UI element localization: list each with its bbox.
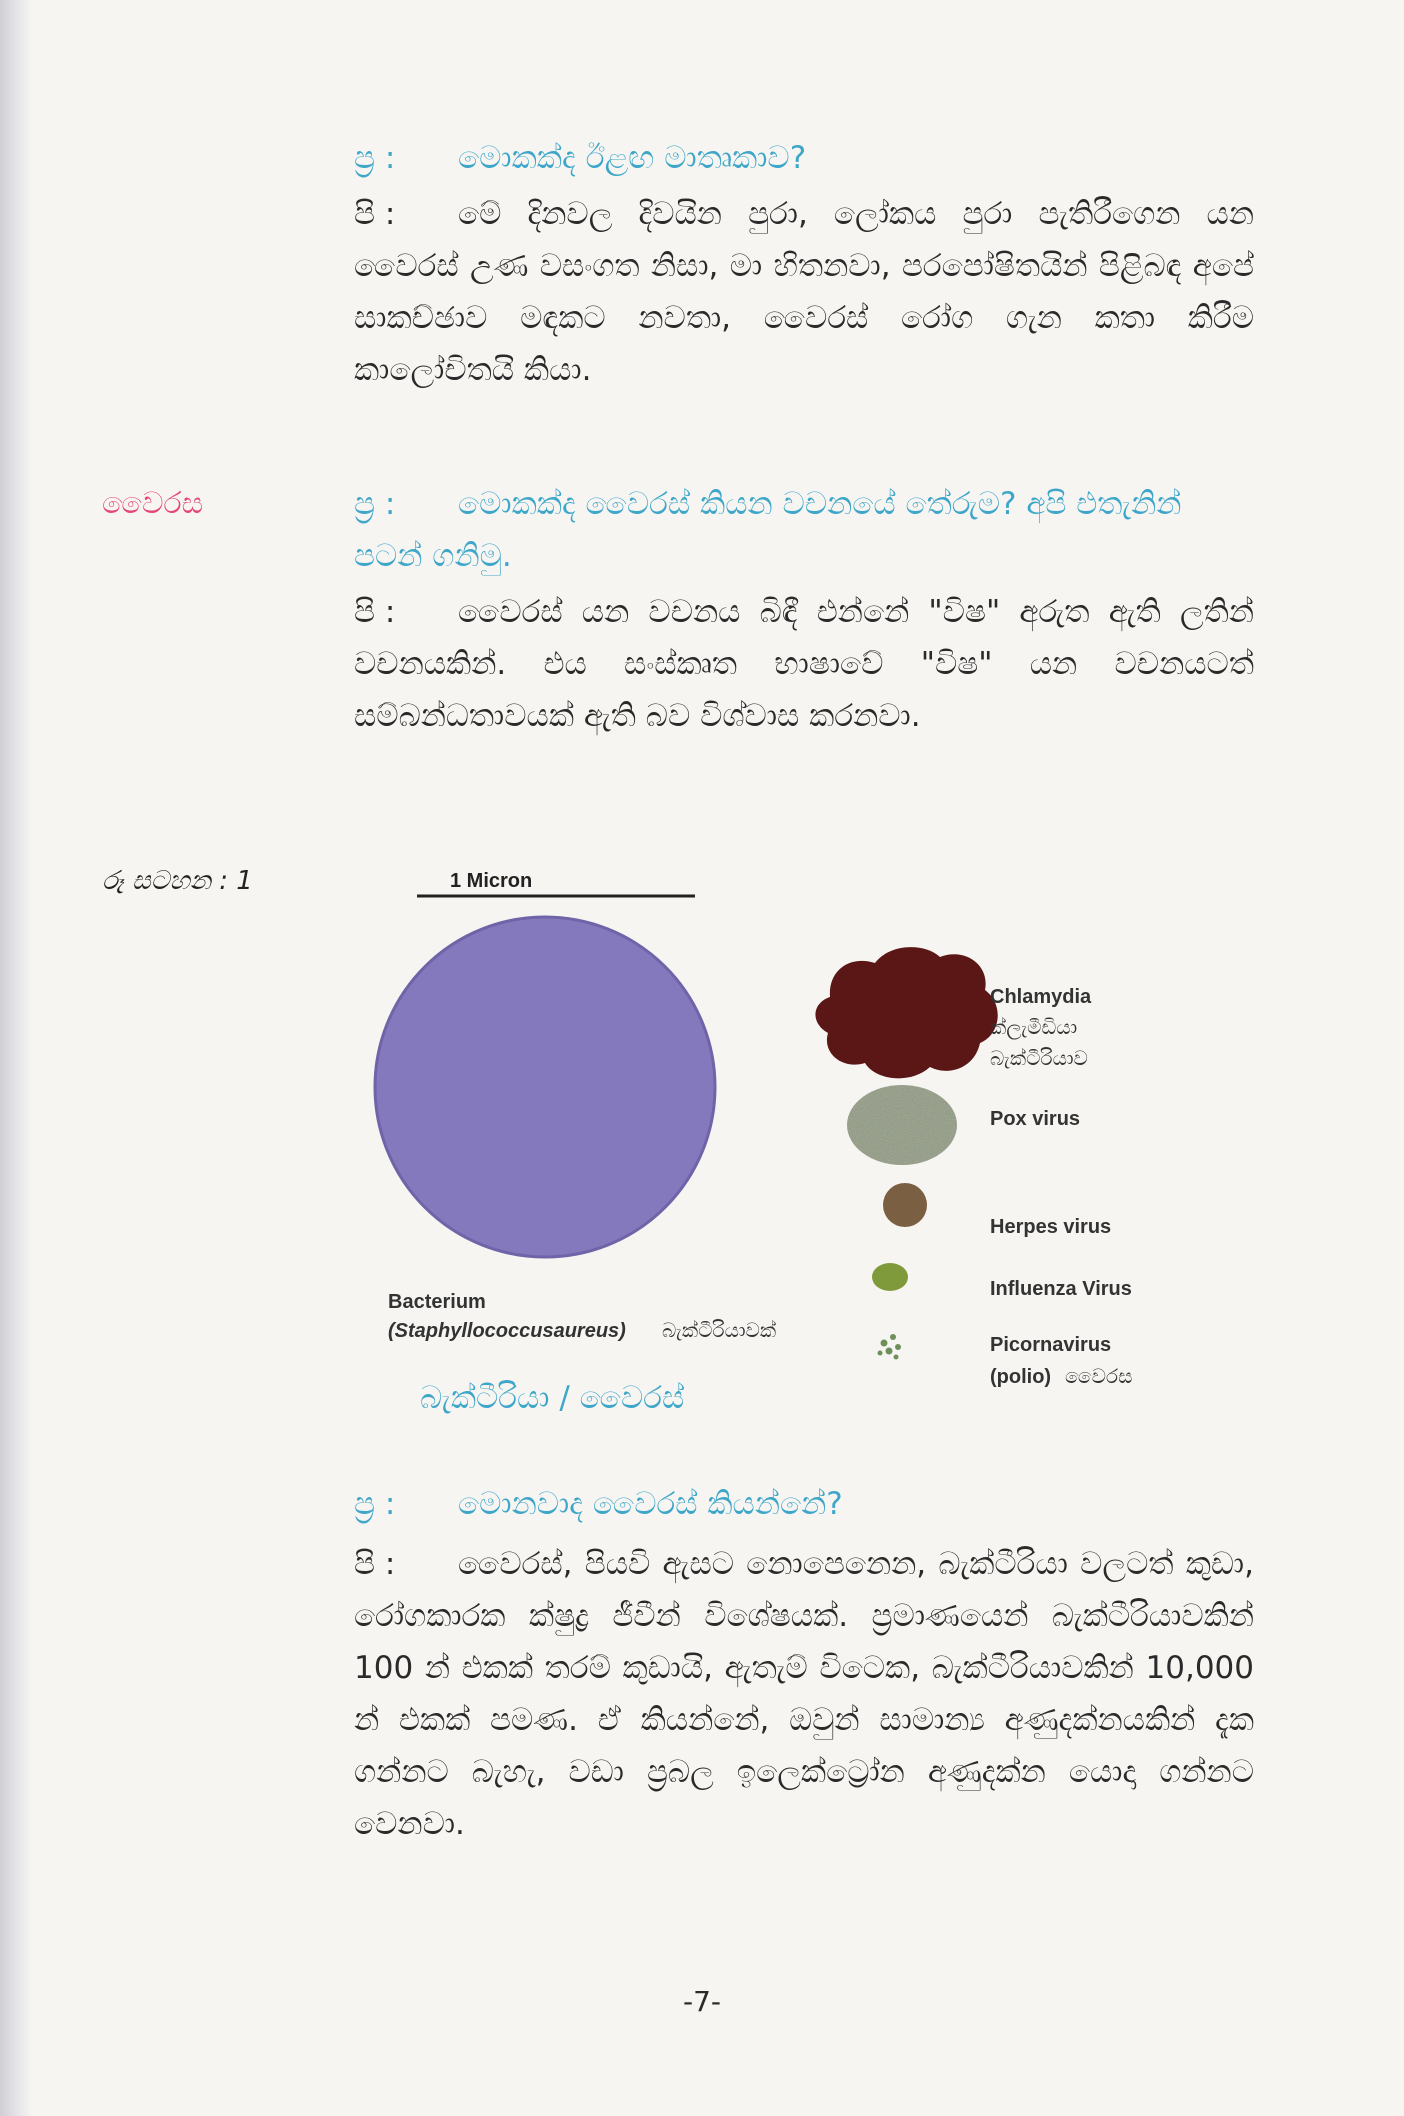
herpes-virus-shape [883, 1183, 927, 1227]
bacterium-label-name: Bacterium [388, 1291, 486, 1313]
answer-text: වෛරස්, පියවි ඇසට නොපෙනෙන, බැක්ටීරියා වලටත් කුඩා, රෝගකාරක ක්ෂුද්‍ර ජීවීන් විශේෂයක්. ප්‍රමාණයෙන් බැක්ටීරියාවකින් 100 න් එකක් තරම් කුඩායි, ඇතැම් විටෙක, බැක්ටීරියාවකින් 10,000 න් එකක් පමණ. ඒ කියන්නේ, ඔවුන් සාමාන්‍ය අණුදක්නයකින් දැක ගන්නට බැහැ, වඩා ප්‍රබල ඉලෙක්ට්‍රෝන අණුදක්න යොදා ගන්නට වෙනවා. [354, 1546, 1254, 1842]
bacterium-label-si: බැක්ටීරියාවක් [662, 1320, 777, 1342]
page-number: -7- [682, 1985, 722, 2018]
answer-tag: පි : [354, 594, 396, 630]
question-tag: ප්‍ර : [354, 140, 396, 176]
answer-2 [354, 586, 1254, 742]
picornavirus-label-en: Picornavirus [990, 1334, 1112, 1356]
picornavirus-label-polio: (polio) [990, 1366, 1052, 1388]
pox-virus-label: Pox virus [990, 1108, 1081, 1130]
question-text: මොනවාද වෛරස් කියන්නේ? [458, 1486, 843, 1522]
answer-text: වෛරස් යන වචනය බිඳී එන්නේ "විෂ" අරුත ඇති ලතින් වචනයකින්. එය සංස්කෘත භාෂාවේ "විෂ" යන වචනයටත් සම්බන්ධතාවයක් ඇති බව විශ්වාස කරනවා. [354, 594, 1254, 734]
bacterium-shape [375, 917, 715, 1257]
question-1 [354, 132, 1254, 184]
picornavirus-shape [878, 1334, 902, 1360]
herpes-virus-label: Herpes virus [990, 1216, 1112, 1238]
question-text: මොකක්ද වෛරස් කියන වචනයේ තේරුම? අපි එතැනින් පටන් ගනිමු. [354, 486, 1182, 574]
size-comparison-figure [360, 855, 1190, 1395]
answer-tag: පි : [354, 1546, 396, 1582]
figure-label: රූ සටහන : 1 [102, 866, 253, 896]
chlamydia-label-si-2: බැක්ටීරියාව [990, 1048, 1088, 1070]
chlamydia-label [990, 986, 1097, 1070]
question-2 [354, 478, 1254, 582]
chlamydia-shape [815, 947, 997, 1078]
influenza-virus-shape [872, 1263, 908, 1291]
question-text: මොකක්ද ඊළඟ මාතෘකාව? [458, 140, 807, 176]
question-tag: ප්‍ර : [354, 486, 396, 522]
question-3 [354, 1478, 1254, 1530]
answer-tag: පි : [354, 196, 396, 232]
bacterium-label [388, 1291, 776, 1342]
picornavirus-label [990, 1334, 1133, 1388]
picornavirus-label-si: වෛරස [1065, 1366, 1133, 1388]
answer-1 [354, 188, 1254, 396]
figure-caption: බැක්ටීරියා / වෛරස් [420, 1380, 685, 1416]
chlamydia-label-en: Chlamydia [990, 986, 1092, 1008]
influenza-virus-label: Influenza Virus [990, 1278, 1132, 1300]
answer-3 [354, 1538, 1254, 1850]
scale-bar-label: 1 Micron [450, 870, 533, 892]
pox-virus-shape [847, 1085, 957, 1165]
bacterium-label-species: (Staphyllococcusaureus) [388, 1320, 626, 1342]
answer-text: මේ දිනවල දිවයින පුරා, ලෝකය පුරා පැතිරීගෙන යන වෛරස් උණ වසංගත නිසා, මා හිතනවා, පරපෝෂිතයින් පිළිබඳ අපේ සාකච්ඡාව මඳකට නවතා, වෛරස් රෝග ගැන කතා කිරීම කාලෝචිතයි කියා. [354, 196, 1254, 388]
chlamydia-label-si: ක්ලැමීඩියා [990, 1017, 1078, 1039]
book-spine-shadow [0, 0, 30, 2116]
margin-note: වෛරස [102, 486, 204, 521]
question-tag: ප්‍ර : [354, 1486, 396, 1522]
